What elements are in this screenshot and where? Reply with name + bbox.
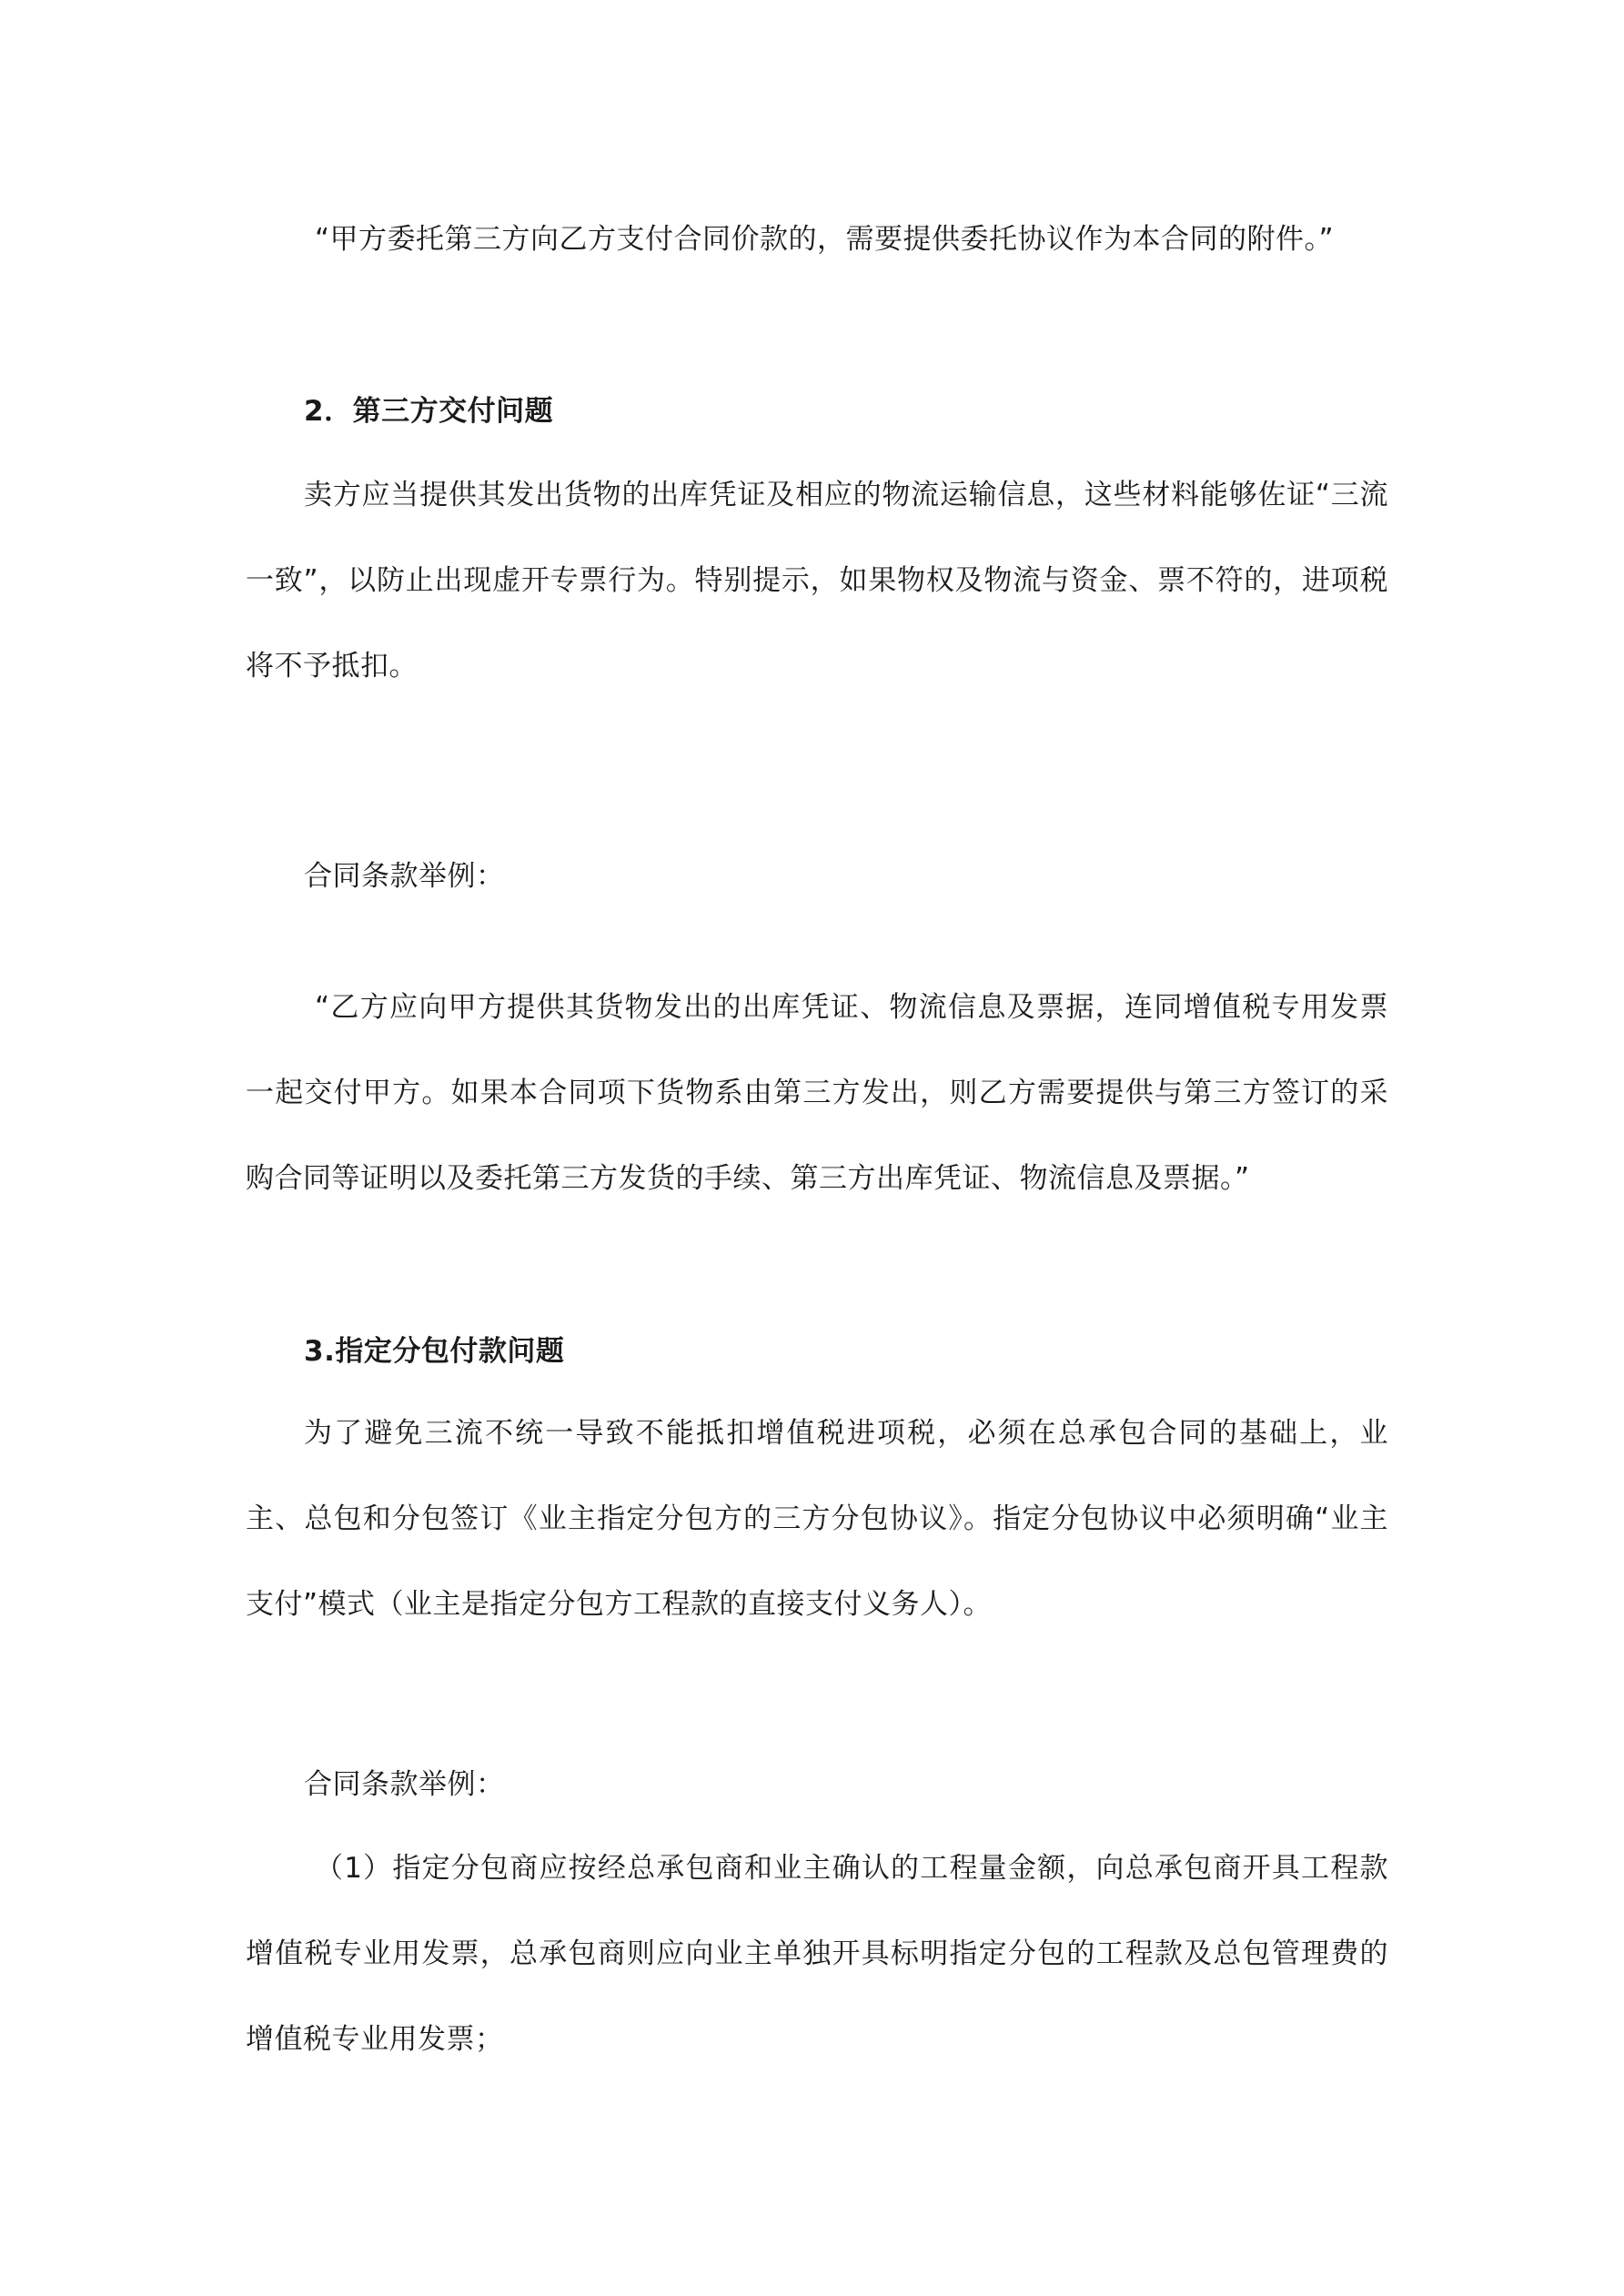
contract-clause-item-1: （1）指定分包商应按经总承包商和业主确认的工程量金额，向总承包商开具工程款增值税专业用发票，总承包商则应向业主单独开具标明指定分包的工程款及总包管理费的增值税专业用发票； — [246, 1852, 1388, 2056]
contract-quote-third-party-payment: “甲方委托第三方向乙方支付合同价款的，需要提供委托协议作为本合同的附件。” — [315, 223, 1335, 256]
contract-example-label-2: 合同条款举例： — [304, 1768, 505, 1801]
section-body-designated-subcontract-payment: 为了避免三流不统一导致不能抵扣增值税进项税，必须在总承包合同的基础上，业主、总包和分包签订《业主指定分包方的三方分包协议》。指定分包协议中必须明确“业主支付”模式（业主是指定分包方工程款的直接支付义务人）。 — [246, 1417, 1388, 1621]
section-heading-third-party-delivery: 2．第三方交付问题 — [304, 395, 554, 428]
section-body-third-party-delivery: 卖方应当提供其发出货物的出库凭证及相应的物流运输信息，这些材料能够佐证“三流一致”，以防止出现虚开专票行为。特别提示，如果物权及物流与资金、票不符的，进项税将不予抵扣。 — [246, 479, 1388, 683]
contract-quote-delivery-documents: “乙方应向甲方提供其货物发出的出库凭证、物流信息及票据，连同增值税专用发票一起交付甲方。如果本合同项下货物系由第三方发出，则乙方需要提供与第三方签订的采购合同等证明以及委托第三方发货的手续、第三方出库凭证、物流信息及票据。” — [246, 991, 1388, 1195]
section-heading-designated-subcontract-payment: 3.指定分包付款问题 — [304, 1335, 565, 1368]
contract-example-label: 合同条款举例： — [304, 860, 505, 893]
